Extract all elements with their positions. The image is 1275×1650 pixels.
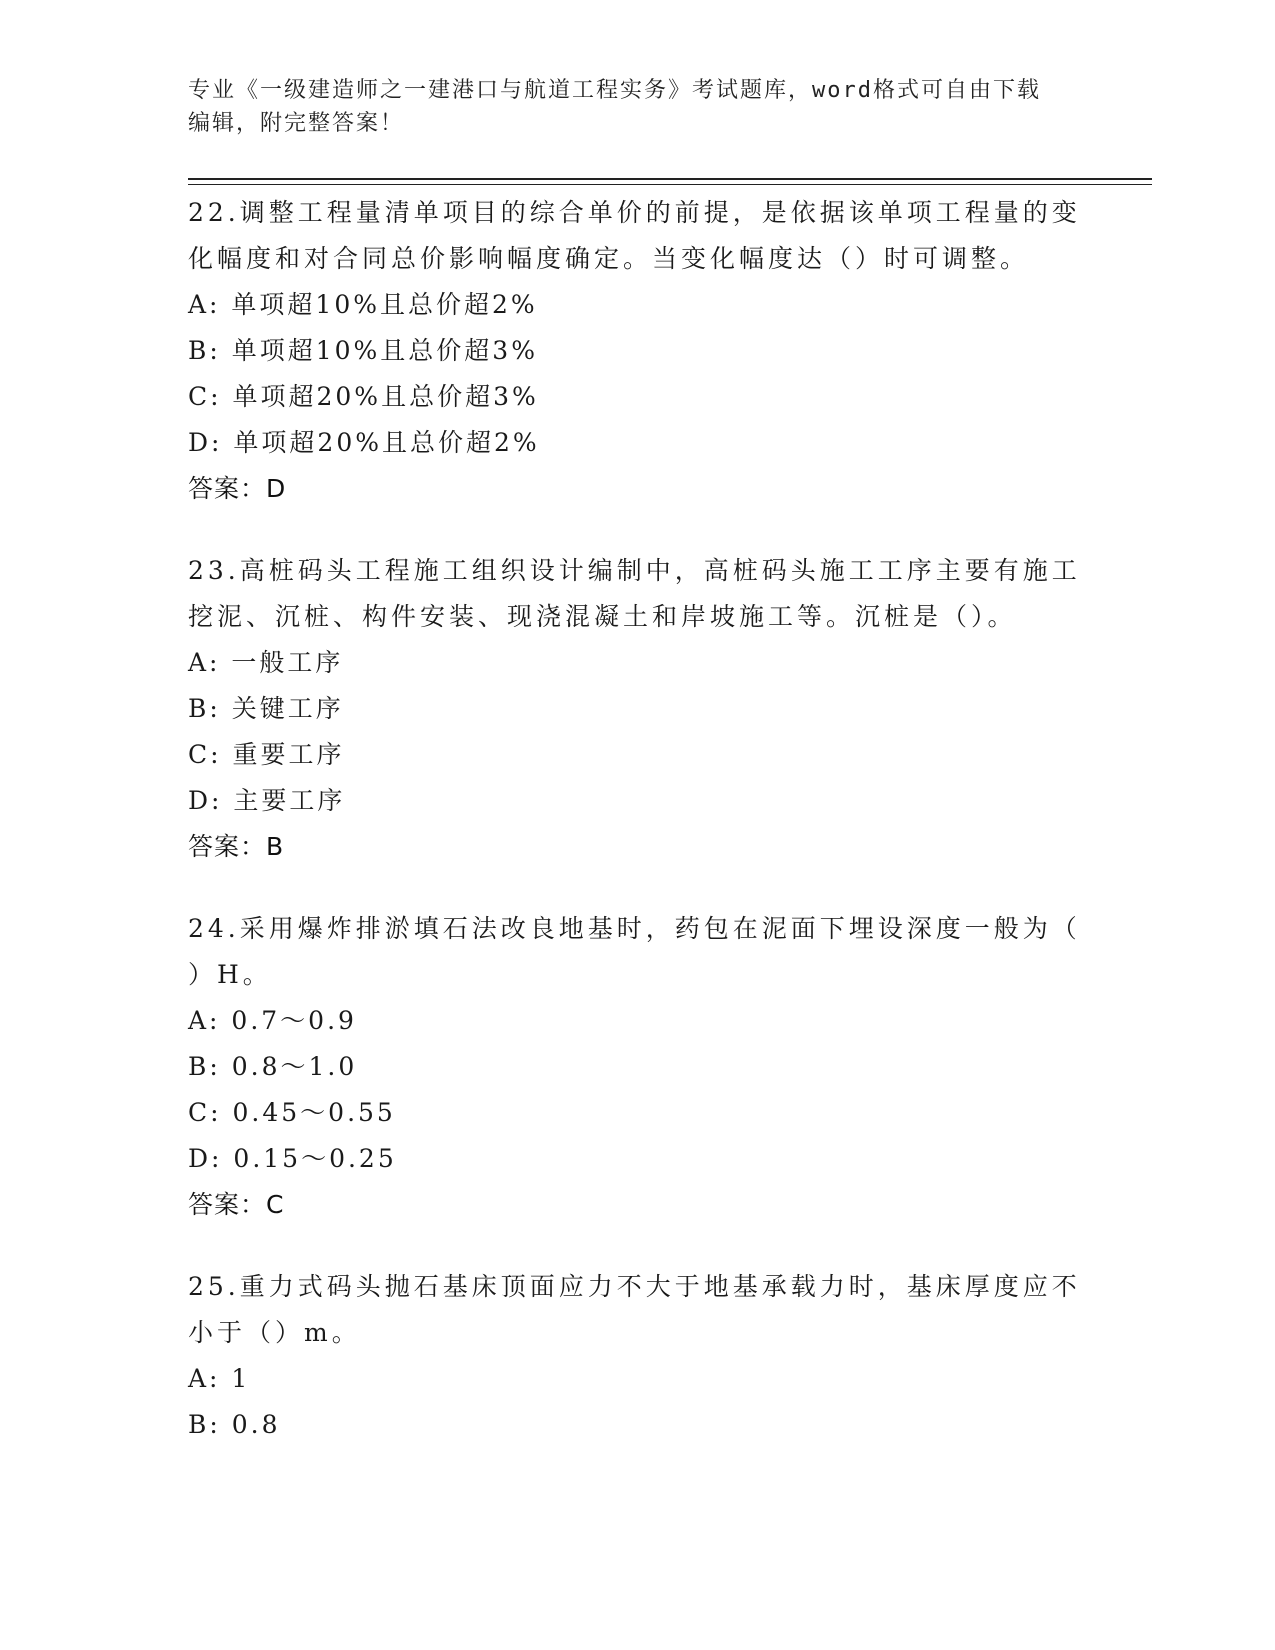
option-c: C: 重要工序 [188, 740, 345, 769]
question-text-line: 化幅度和对合同总价影响幅度确定。当变化幅度达（）时可调整。 [188, 244, 1030, 273]
option-b: B: 关键工序 [188, 694, 344, 723]
answer-label: 答案：D [188, 474, 287, 503]
question-23 [188, 548, 1088, 870]
header-divider-thick [188, 178, 1152, 180]
option-b: B: 0.8 [188, 1410, 281, 1439]
header-line-1: 专业《一级建造师之一建港口与航道工程实务》考试题库，word格式可自由下载 [188, 78, 1041, 103]
answer-label: 答案：B [188, 832, 285, 861]
question-text-line: 23.高桩码头工程施工组织设计编制中，高桩码头施工工序主要有施工 [188, 556, 1081, 585]
question-list [188, 190, 1088, 1484]
option-a: A: 1 [188, 1364, 251, 1393]
option-b: B: 单项超10%且总价超3% [188, 336, 538, 365]
question-text-line: 小于（）m。 [188, 1318, 361, 1347]
option-d: D: 主要工序 [188, 786, 346, 815]
answer-label: 答案：C [188, 1190, 285, 1219]
option-a: A: 单项超10%且总价超2% [188, 290, 538, 319]
question-24 [188, 906, 1088, 1228]
option-c: C: 单项超20%且总价超3% [188, 382, 539, 411]
question-text-line: 25.重力式码头抛石基床顶面应力不大于地基承载力时，基床厚度应不 [188, 1272, 1081, 1301]
option-a: A: 一般工序 [188, 648, 344, 677]
question-text-line: 22.调整工程量清单项目的综合单价的前提，是依据该单项工程量的变 [188, 198, 1081, 227]
question-text-line: 24.采用爆炸排淤填石法改良地基时，药包在泥面下埋设深度一般为（ [188, 914, 1081, 943]
option-b: B: 0.8～1.0 [188, 1052, 358, 1081]
question-25 [188, 1264, 1088, 1448]
option-a: A: 0.7～0.9 [188, 1006, 357, 1035]
question-22 [188, 190, 1088, 512]
option-d: D: 0.15～0.25 [188, 1144, 397, 1173]
header-divider-thin [188, 184, 1152, 185]
option-d: D: 单项超20%且总价超2% [188, 428, 540, 457]
document-header [188, 74, 1088, 140]
option-c: C: 0.45～0.55 [188, 1098, 396, 1127]
question-text-line: ）H。 [188, 960, 272, 989]
header-line-2: 编辑，附完整答案！ [188, 111, 405, 136]
question-text-line: 挖泥、沉桩、构件安装、现浇混凝土和岸坡施工等。沉桩是（）。 [188, 602, 1017, 631]
